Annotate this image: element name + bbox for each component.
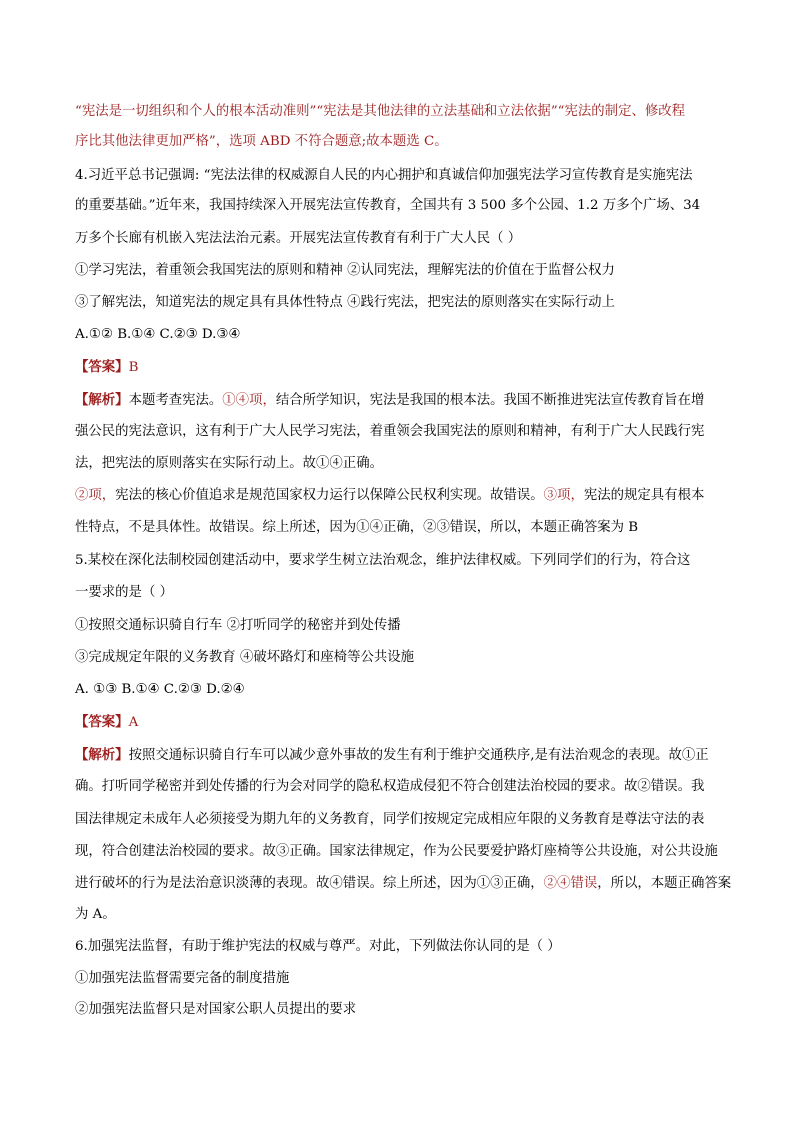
q4-analysis-highlight: ①④项， [222,393,276,408]
q4-analysis-text-mid: 宪法的核心价值追求是规范国家权力运行以保障公民权利实现。故错误。 [115,488,544,503]
q4-analysis-text-rest: 结合所学知识，宪法是我国的根本法。我国不断推进宪法宣传教育旨在增 [275,393,705,408]
q4-answer [75,358,138,377]
q5-answer-value: A [128,715,139,730]
q4-analysis-line-4 [75,487,704,505]
q5-analysis-line-5 [75,875,731,893]
q5-answer [75,713,138,732]
q6-stem: 6.加强宪法监督，有助于维护宪法的权威与尊严。对此，下列做法你认同的是（ ） [75,939,561,954]
q4-analysis-line-2: 强公民的宪法意识，这有利于广大人民学习宪法，着重领会我国宪法的原则和精神，有利于广大人民践行宪 [75,424,705,439]
q4-choices: A.①② B.①④ C.②③ D.③④ [75,327,241,342]
q5-analysis-line-2: 确。打听同学秘密并到处传播的行为会对同学的隐私权造成侵犯不符合创建法治校园的要求。故②错误。我 [75,779,705,794]
q5-analysis-text: 按照交通标识骑自行车可以减少意外事故的发生有利于维护交通秩序,是有法治观念的表现。故①正 [128,748,709,763]
q5-stem-line-2: 一要求的是（ ） [75,585,173,600]
q6-option-1: ①加强宪法监督需要完备的制度措施 [75,971,290,986]
prev-analysis-line-2: 序比其他法律更加严格”，选项 ABD 不符合题意;故本题选 C。 [75,134,448,149]
q4-stem-line-3: 万多个长廊有机嵌入宪法法治元素。开展宪法宣传教育有利于广大人民（ ） [75,231,522,246]
q4-analysis-highlight-2: ②项， [75,488,116,503]
q5-analysis-highlight: ②④错误 [543,876,598,891]
q5-stem-line-1: 5.某校在深化法制校园创建活动中，要求学生树立法治观念，维护法律权威。下列同学们的行为，符合这 [75,553,691,568]
q6-option-2: ②加强宪法监督只是对国家公职人员提出的要求 [75,1002,357,1017]
q4-stem-line-1: 4.习近平总书记强调: “宪法法律的权威源自人民的内心拥护和真诚信仰加强宪法学习宣传教育是实施宪法 [75,168,693,183]
q4-analysis-text: 本题考查宪法。 [128,393,223,408]
q5-answer-label: 【答案】 [75,714,129,730]
q4-analysis-label: 【解析】 [75,392,129,408]
q4-stem-line-2: 的重要基础。”近年来，我国持续深入开展宪法宣传教育，全国共有 3 500 多个公园、1.2 万多个广场、34 [75,198,701,213]
q4-answer-label: 【答案】 [75,359,129,375]
q5-analysis-label: 【解析】 [75,747,129,763]
q5-analysis-line-1 [75,746,709,765]
q4-options-3-4: ③了解宪法，知道宪法的规定具有具体性特点 ④践行宪法，把宪法的原则落实在实际行动上 [75,295,615,310]
q4-answer-value: B [128,360,139,375]
q4-analysis-text-end: 宪法的规定具有根本 [583,488,705,503]
q4-analysis-line-5: 性特点，不是具体性。故错误。综上所述，因为①④正确，②③错误，所以，本题正确答案为 B [75,520,639,535]
prev-analysis-line-1: “宪法是一切组织和个人的根本活动准则”“宪法是其他法律的立法基础和立法依据”“宪法的制定、修改程 [75,104,686,119]
q5-analysis-text-5-rest: ，所以，本题正确答案 [597,876,732,891]
q4-options-1-2: ①学习宪法，着重领会我国宪法的原则和精神 ②认同宪法，理解宪法的价值在于监督公权力 [75,263,615,278]
q5-options-3-4: ③完成规定年限的义务教育 ④破坏路灯和座椅等公共设施 [75,650,415,665]
q5-choices: A. ①③ B.①④ C.②③ D.②④ [75,682,245,697]
q5-analysis-line-3: 国法律规定未成年人必须接受为期九年的义务教育，同学们按规定完成相应年限的义务教育是尊法守法的表 [75,812,705,827]
q5-options-1-2: ①按照交通标识骑自行车 ②打听同学的秘密并到处传播 [75,618,401,633]
q5-analysis-text-5: 进行破坏的行为是法治意识淡薄的表现。故④错误。综上所述，因为①③正确， [75,876,544,891]
q5-analysis-line-6: 为 A。 [75,907,116,922]
q4-analysis-line-3: 法，把宪法的原则落实在实际行动上。故①④正确。 [75,456,383,471]
q4-analysis-line-1 [75,391,704,410]
q4-analysis-highlight-3: ③项， [543,488,584,503]
q5-analysis-line-4: 现，符合创建法治校园的要求。故③正确。国家法律规定，作为公民要爱护路灯座椅等公共设施，对公共设施 [75,844,718,859]
